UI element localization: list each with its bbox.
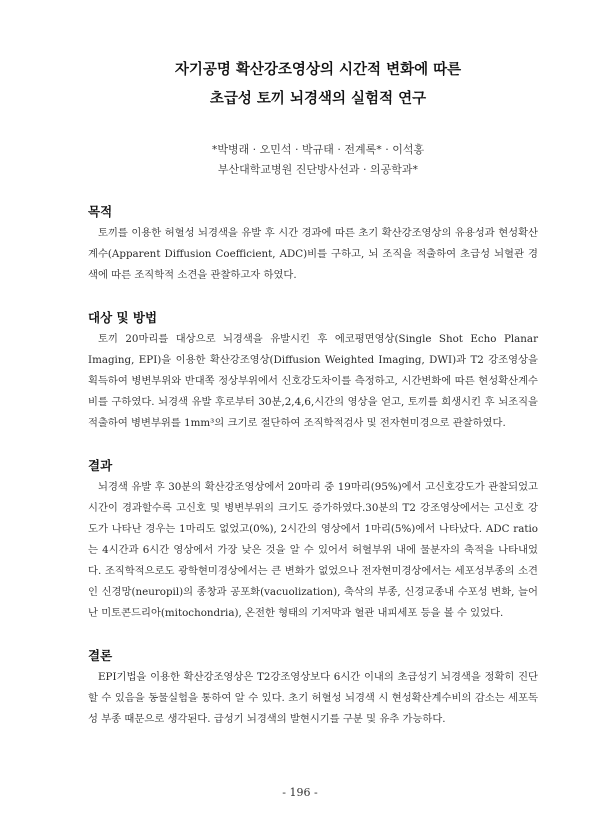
section-methods — [88, 308, 538, 434]
section-conclusion — [88, 646, 538, 730]
section-heading: 대상 및 방법 — [88, 310, 158, 325]
section-body: EPI기법을 이용한 확산강조영상은 T2강조영상보다 6시간 이내의 초급성기 뇌경색을 정확히 진단할 수 있음을 동물실험을 통하여 알 수 있다. 초기 허혈성 뇌경색 시 현성확산계수비의 감소는 세포독성 부종 때문으로 생각된다. 급성기 뇌경색의 발현시기를 구분 및 유추 가능하다. — [88, 671, 538, 725]
section-results — [88, 456, 538, 624]
author-list: *박병래 · 오민석 · 박규태 · 전계록* · 이석홍 — [211, 143, 425, 156]
section-heading: 결과 — [88, 458, 113, 473]
title-line-1: 자기공명 확산강조영상의 시간적 변화에 따른 — [174, 62, 462, 78]
title-line-2: 초급성 토끼 뇌경색의 실험적 연구 — [209, 91, 427, 107]
section-purpose — [88, 202, 538, 286]
section-body: 토끼 20마리를 대상으로 뇌경색을 유발시킨 후 에코평면영상(Single Shot Echo Planar Imaging, EPI)을 이용한 확산강조영상(Diffusion Weighted Imaging, DWI)과 T2 강조영상을 획득하여 병변부위와 반대쪽 정상부위에서 신호강도차이를 측정하고, 시간변화에 따른 현성확산계수비를 구하였다. 뇌경색 유발 후로부터 30분,2,4,6,시간의 영상을 얻고, 토끼를 희생시킨 후 뇌조직을 적출하여 병변부위를 1mm³의 크기로 절단하여 조직학적검사 및 전자현미경으로 관찰하였다. — [88, 333, 538, 429]
section-heading: 결론 — [88, 648, 113, 663]
section-body: 뇌경색 유발 후 30분의 확산강조영상에서 20마리 중 19마리(95%)에서 고신호강도가 관찰되었고 시간이 경과할수록 고신호 및 병변부위의 크기도 증가하였다.30분의 T2 강조영상에서는 고신호 강도가 나타난 경우는 1마리도 없었고(0%), 2시간의 영상에서 1마리(5%)에서 나타났다. ADC ratio는 4시간과 6시간 영상에서 가장 낮은 것을 알 수 있어서 허혈부위 내에 물분자의 축적을 나타내었다. 조직학적으로도 광학현미경상에서는 큰 변화가 없었으나 전자현미경상에서는 세포성부종의 소견인 신경망(neuropil)의 종창과 공포화(vacuolization), 축삭의 부종, 신경교종내 수포성 변화, 늘어난 미토콘드리아(mitochondria), 온전한 형태의 기저막과 혈관 내피세포 등을 볼 수 있었다. — [88, 481, 538, 619]
section-body: 토끼를 이용한 허혈성 뇌경색을 유발 후 시간 경과에 따른 초기 확산강조영상의 유용성과 현성확산계수(Apparent Diffusion Coefficient, ADC)비를 구하고, 뇌 조직을 적출하여 초급성 뇌혈관 경색에 따른 조직학적 소견을 관찰하고자 하였다. — [88, 227, 538, 281]
section-heading: 목적 — [88, 204, 113, 219]
affiliation: 부산대학교병원 진단방사선과 · 의공학과* — [217, 163, 419, 176]
page-number: - 196 - — [282, 786, 318, 799]
paper-title — [76, 56, 560, 114]
